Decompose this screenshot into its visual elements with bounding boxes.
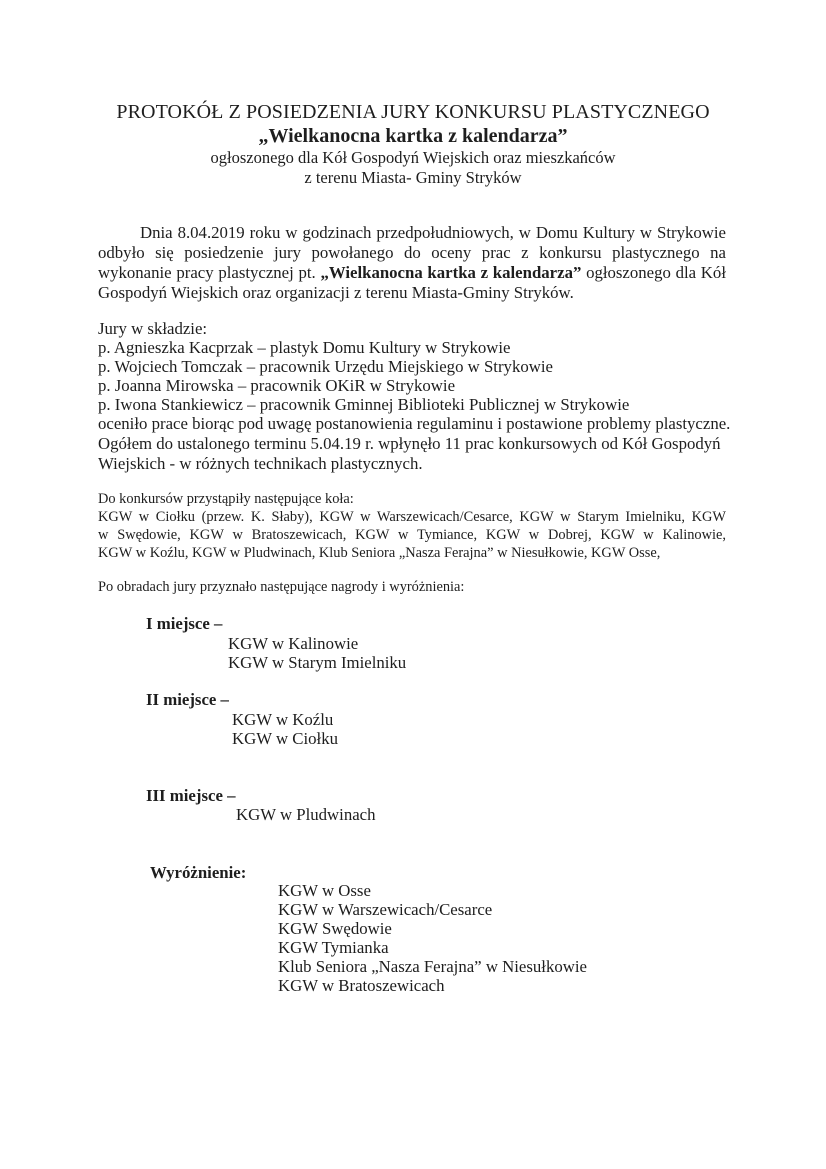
jury-member: p. Joanna Mirowska – pracownik OKiR w Strykowie bbox=[98, 376, 456, 395]
jury-member: p. Wojciech Tomczak – pracownik Urzędu Miejskiego w Strykowie bbox=[98, 357, 553, 376]
header-line-4: z terenu Miasta- Gminy Stryków bbox=[304, 168, 522, 187]
third-place-label: III miejsce – bbox=[146, 786, 236, 805]
first-place-winner: KGW w Kalinowie bbox=[228, 634, 359, 653]
distinction-winner: KGW w Osse bbox=[278, 881, 371, 900]
second-place-label: II miejsce – bbox=[146, 690, 229, 709]
intro-line-1: Dnia 8.04.2019 roku w godzinach przedpołudniowych, w Domu Kultury w Strykowie bbox=[140, 223, 726, 242]
third-place-winner: KGW w Pludwinach bbox=[236, 805, 376, 824]
jury-note-3: Wiejskich - w różnych technikach plastycznych. bbox=[98, 454, 423, 473]
second-place-winner: KGW w Ciołku bbox=[232, 729, 338, 748]
intro-contest-name: „Wielkanocna kartka z kalendarza” bbox=[320, 263, 582, 282]
distinction-winner: KGW w Warszewicach/Cesarce bbox=[278, 900, 493, 919]
distinction-winner: Klub Seniora „Nasza Ferajna” w Niesułkowie bbox=[278, 957, 587, 976]
jury-member: p. Iwona Stankiewicz – pracownik Gminnej Biblioteki Publicznej w Strykowie bbox=[98, 395, 630, 414]
awards-heading: Po obradach jury przyznało następujące nagrody i wyróżnienia: bbox=[98, 579, 465, 595]
first-place-winner: KGW w Starym Imielniku bbox=[228, 653, 407, 672]
header-line-3: ogłoszonego dla Kół Gospodyń Wiejskich oraz mieszkańców bbox=[210, 148, 616, 167]
distinction-winner: KGW Swędowie bbox=[278, 919, 392, 938]
contest-name: „Wielkanocna kartka z kalendarza” bbox=[258, 125, 568, 147]
jury-note-2: Ogółem do ustalonego terminu 5.04.19 r. wpłynęło 11 prac konkursowych od Kół Gospodyń bbox=[98, 434, 721, 453]
second-place-winner: KGW w Koźlu bbox=[232, 710, 334, 729]
intro-line-4: Gospodyń Wiejskich oraz organizacji z terenu Miasta-Gminy Stryków. bbox=[98, 283, 574, 302]
participants-line-1: KGW w Ciołku (przew. K. Słaby), KGW w Warszewicach/Cesarce, KGW w Starym Imielniku, KGW bbox=[98, 509, 726, 525]
first-place-label: I miejsce – bbox=[146, 614, 223, 633]
intro-line-3 bbox=[98, 263, 726, 283]
distinction-winner: KGW w Bratoszewicach bbox=[278, 976, 445, 995]
jury-note-1: oceniło prace biorąc pod uwagę postanowienia regulaminu i postawione problemy plastyczne. bbox=[98, 414, 731, 433]
document-title: PROTOKÓŁ Z POSIEDZENIA JURY KONKURSU PLASTYCZNEGO bbox=[116, 101, 710, 123]
intro-line-2: odbyło się posiedzenie jury powołanego do oceny prac z konkursu plastycznego na bbox=[98, 243, 726, 262]
distinction-label: Wyróżnienie: bbox=[150, 863, 247, 882]
participants-line-2: w Swędowie, KGW w Bratoszewicach, KGW w Tymiance, KGW w Dobrej, KGW w Kalinowie, bbox=[98, 527, 726, 543]
intro-line-3-start: wykonanie pracy plastycznej pt. bbox=[98, 263, 321, 282]
jury-heading: Jury w składzie: bbox=[98, 319, 208, 338]
intro-line-3-end: ogłoszonego dla Kół bbox=[581, 263, 726, 282]
jury-member: p. Agnieszka Kacprzak – plastyk Domu Kultury w Strykowie bbox=[98, 338, 511, 357]
distinction-winner: KGW Tymianka bbox=[278, 938, 389, 957]
participants-heading: Do konkursów przystąpiły następujące koła: bbox=[98, 491, 354, 507]
participants-line-3: KGW w Koźlu, KGW w Pludwinach, Klub Seniora „Nasza Ferajna” w Niesułkowie, KGW Osse, bbox=[98, 545, 661, 561]
